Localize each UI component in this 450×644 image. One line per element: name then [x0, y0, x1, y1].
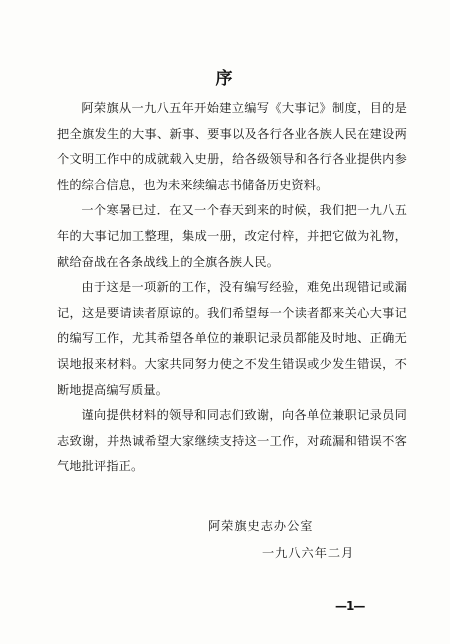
paragraph-1: 阿荣旗从一九八五年开始建立编写《大事记》制度，目的是把全旗发生的大事、新事、要事以及各行各业各族人民在建设两个文明工作中的成就载入史册，给各级领导和各行各业提供内参性的综合信息，也为未来续编志书储备历史资料。 — [57, 101, 407, 192]
page-title: 序 — [215, 69, 235, 89]
page-number: —1— — [335, 599, 365, 613]
paragraph-2: 一个寒暑已过．在又一个春天到来的时候，我们把一九八五年的大事记加工整理，集成一册，改定付梓，并把它做为礼物，献给奋战在各条战线上的全旗各族人民。 — [57, 203, 407, 269]
paragraph-3: 由于这是一项新的工作，没有编写经验，难免出现错记或漏记，这是要请读者原谅的。我们希望每一个读者都来关心大事记的编写工作，尤其希望各单位的兼职记录员都能及时地、正确无误地报来材料。大家共同努力使之不发生错误或少发生错误，不断地提高编写质量。 — [57, 280, 407, 397]
preface-body — [57, 96, 407, 480]
signoff-date: 一九八六年二月 — [262, 546, 355, 560]
paragraph-4: 谨向提供材料的领导和同志们致谢，向各单位兼职记录员同志致谢，并热诚希望大家继续支持这一工作，对疏漏和错误不客气地批评指正。 — [57, 408, 407, 474]
signoff-organization: 阿荣旗史志办公室 — [208, 519, 314, 533]
